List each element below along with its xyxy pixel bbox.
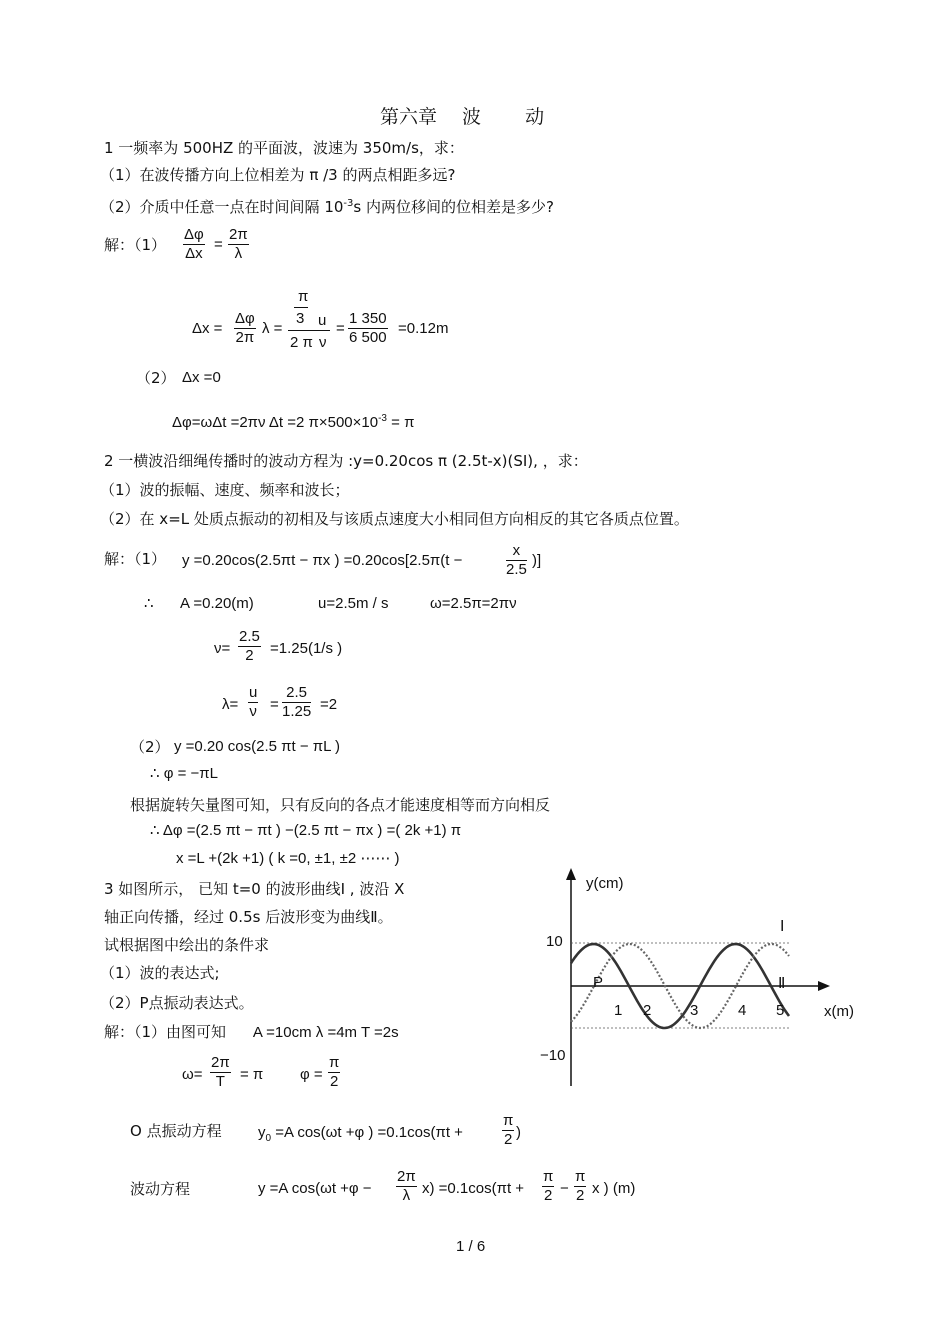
q2-sol2-label: （2） [130, 738, 170, 756]
q3-omega-rhs: = π [240, 1066, 264, 1083]
q2-lambda-lhs: λ= [222, 696, 239, 713]
q3-solution-label: 解：（1）由图可知 [104, 1023, 227, 1041]
frac-num: 2π [211, 1054, 230, 1071]
x-tick-5: 5 [776, 1002, 785, 1019]
q3-wave-minus: − [560, 1180, 569, 1197]
frac-den: 2 [544, 1187, 553, 1204]
q1-sol2-line-text: Δφ=ωΔt =2πν Δt =2 π×500×10 [172, 414, 379, 431]
q3-o-label: O 点振动方程 [130, 1122, 222, 1140]
frac-num: π [503, 1112, 514, 1129]
q1-sol2-end: = π [386, 414, 415, 431]
q2-eq1: y =0.20cos(2.5πt − πx ) =0.20cos[2.5π(t − [182, 552, 463, 569]
y-axis-arrow [566, 868, 576, 880]
equals: = [270, 696, 279, 713]
q1-part2-exp: -3 [343, 198, 354, 209]
y-tick-top: 10 [546, 933, 563, 950]
y-axis-label: y(cm) [586, 875, 624, 892]
q3-o-end: ) [516, 1124, 521, 1141]
q1-lambda-eq: λ = [262, 320, 283, 337]
therefore-symbol: ∴ [144, 595, 154, 612]
q1-part2-text-b: s 内两位移间的位相差是多少? [353, 198, 554, 216]
q3-o-sub: 0 [265, 1133, 272, 1144]
x-axis-arrow [818, 981, 830, 991]
curve-I-label: Ⅰ [780, 918, 785, 935]
q1-nu: ν [319, 334, 327, 351]
frac-den: λ [402, 1187, 411, 1204]
q2-eq1-end: )] [532, 552, 542, 569]
q2-dphi: ∴ Δφ =(2.5 πt − πt ) −(2.5 πt − πx ) =( 2k +1) π [150, 822, 462, 839]
frac-den: 2 [504, 1131, 513, 1148]
q2-omega: ω=2.5π=2πν [430, 595, 517, 612]
q2-phi: ∴ φ = −πL [150, 765, 218, 782]
q3-prompt-line1: 3 如图所示， 已知 t=0 的波形曲线Ⅰ , 波沿 X [104, 880, 405, 898]
q3-values: A =10cm λ =4m T =2s [252, 1024, 399, 1041]
q3-o-eq-text: =A cos(ωt +φ ) =0.1cos(πt + [271, 1124, 463, 1141]
frac-den: Δx [185, 245, 203, 262]
q2-prompt: 2 一横波沿细绳传播时的波动方程为 :y=0.20cos π (2.5t-x)(SI), ，求： [104, 452, 588, 470]
q3-phi-lhs: φ = [300, 1066, 323, 1083]
q1-u: u [318, 312, 327, 329]
x-tick-4: 4 [738, 1002, 747, 1019]
q1-sol2-eq: Δx =0 [182, 369, 221, 386]
q1-part1: （1）在波传播方向上位相差为 π /3 的两点相距多远? [100, 166, 456, 184]
q3-prompt-line3: 试根据图中绘出的条件求 [104, 936, 270, 954]
q1-dx-eq: Δx = [192, 320, 223, 337]
q3-part2: （2）P点振动表达式。 [100, 994, 254, 1012]
frac-den: 2 [330, 1073, 339, 1090]
x-axis-label: x(m) [824, 1003, 854, 1020]
q2-solution-label: 解：（1） [104, 550, 167, 568]
q2-note: 根据旋转矢量图可知，只有反向的各点才能速度相等而方向相反 [130, 796, 551, 814]
frac-den: 2 [576, 1187, 585, 1204]
q3-prompt-line2: 轴正向传播，经过 0.5s 后波形变为曲线Ⅱ。 [104, 908, 393, 926]
q1-pi: π [298, 288, 309, 305]
frac-den: 6 500 [349, 329, 387, 346]
chapter-title: 第六章 波 动 [380, 106, 545, 128]
q1-part2-text-a: （2）介质中任意一点在时间间隔 10 [100, 198, 344, 216]
frac-den: ν [249, 703, 257, 720]
x-tick-1: 1 [614, 1002, 623, 1019]
q2-nu-lhs: ν= [214, 640, 231, 657]
q2-xpos: x =L +(2k +1) ( k =0, ±1, ±2 ⋯⋯ ) [176, 850, 400, 867]
q2-amplitude: A =0.20(m) [180, 595, 254, 612]
x-tick-3: 3 [690, 1002, 699, 1019]
frac-num: π [575, 1168, 586, 1185]
equals: = [336, 320, 345, 337]
q3-part1: （1）波的表达式; [100, 964, 220, 982]
q3-omega-lhs: ω= [182, 1066, 203, 1083]
equals: = [214, 236, 223, 253]
q2-sol2-eq: y =0.20 cos(2.5 πt − πL ) [174, 738, 341, 755]
q1-three: 3 [296, 310, 305, 327]
frac-num: u [249, 684, 258, 701]
q2-part1: （1）波的振幅、速度、频率和波长； [100, 481, 350, 499]
q3-wave-label: 波动方程 [130, 1180, 191, 1198]
q3-wave-end: x ) (m) [592, 1180, 636, 1197]
frac-den: 1.25 [282, 703, 312, 720]
q2-nu-rhs: =1.25(1/s ) [270, 640, 343, 657]
q3-wave-eq: y =A cos(ωt +φ − [258, 1180, 372, 1197]
frac-num: x [506, 542, 527, 561]
frac-num: 1 350 [349, 310, 387, 327]
frac-num: 2π [229, 226, 248, 243]
frac-num: 2.5 [282, 684, 311, 703]
frac-num: π [543, 1168, 554, 1185]
y-tick-bottom: −10 [540, 1047, 566, 1064]
q1-sol2-exp: -3 [378, 413, 387, 424]
q2-part2: （2）在 x=L 处质点振动的初相及与该质点速度大小相同但方向相反的其它各质点位置。 [100, 510, 689, 528]
frac-den: T [215, 1073, 225, 1090]
frac-num: 2.5 [239, 628, 260, 645]
frac-num: Δφ [235, 310, 255, 327]
q1-2pi: 2 π [290, 334, 313, 351]
q2-lambda-rhs: =2 [320, 696, 338, 713]
frac-num: π [329, 1054, 340, 1071]
q3-wave-mid: x) =0.1cos(πt + [422, 1180, 525, 1197]
q3-o-y: y [258, 1124, 266, 1141]
frac-den: 2 [245, 647, 254, 664]
frac-den: λ [234, 245, 243, 262]
x-tick-2: 2 [643, 1002, 652, 1019]
frac-num: 2π [397, 1168, 416, 1185]
frac-num: Δφ [184, 226, 204, 243]
curve-II-label: Ⅱ [778, 975, 786, 992]
q2-velocity: u=2.5m / s [318, 595, 389, 612]
q1-result: =0.12m [398, 320, 449, 337]
point-P-label: P [593, 974, 604, 991]
frac-den: 2.5 [506, 561, 527, 578]
q1-solution-label: 解：（1） [104, 236, 167, 254]
q1-sol2-label: （2） [136, 369, 176, 387]
page-number: 1 / 6 [456, 1238, 486, 1255]
q1-prompt: 1 一频率为 500HZ 的平面波，波速为 350m/s，求： [104, 139, 464, 157]
frac-den: 2π [235, 329, 255, 346]
